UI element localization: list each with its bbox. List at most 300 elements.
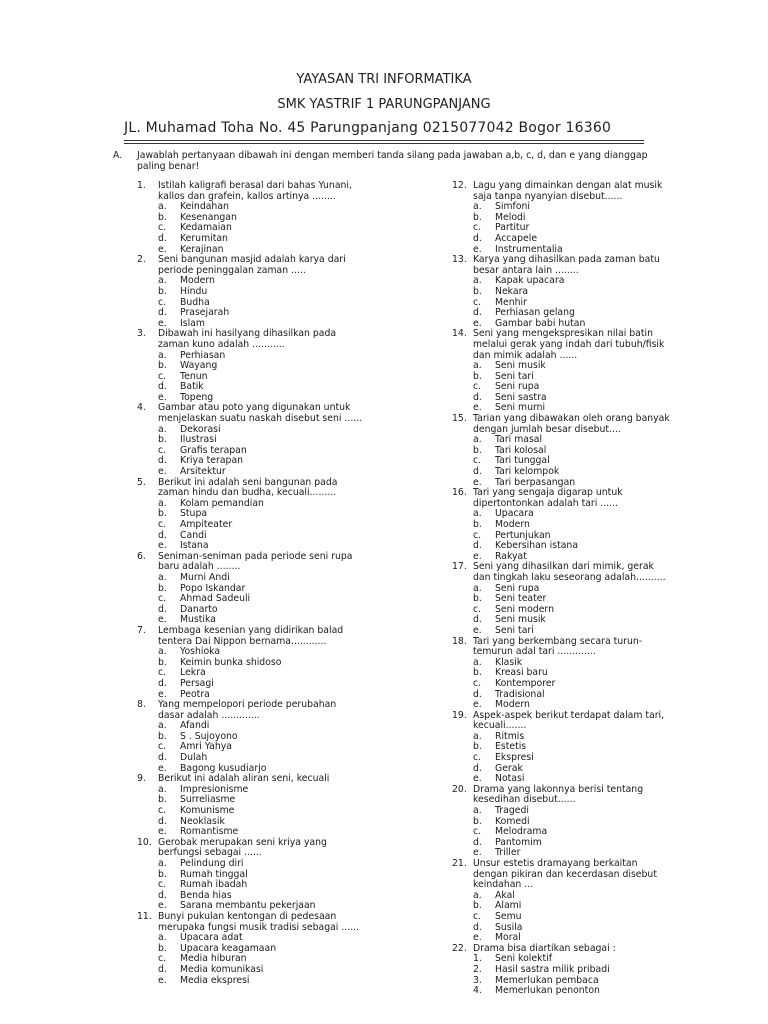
option-letter: a. [158, 932, 167, 944]
question-item [452, 859, 674, 944]
question-text: Karya yang dihasilkan pada zaman batu besar antara lain ........ [473, 254, 660, 276]
question-number: 4. [137, 402, 146, 414]
option-text: Perhiasan [180, 349, 226, 361]
question-number: 21. [452, 858, 467, 869]
option-letter: b. [158, 868, 167, 880]
school-address: JL. Muhamad Toha No. 45 Parungpanjang 0215077042 Bogor 16360 [124, 120, 612, 136]
option-letter: d. [473, 688, 482, 700]
answer-option[interactable] [452, 679, 674, 690]
question-item [137, 912, 365, 986]
option-text: Tari masal [495, 434, 543, 446]
question-item [137, 255, 365, 329]
option-text: Danarto [180, 603, 218, 615]
option-text: Memerlukan pembaca [495, 974, 599, 986]
option-text: Budha [180, 296, 210, 308]
option-text: Nekara [495, 285, 529, 297]
option-letter: d. [158, 752, 167, 764]
option-letter: e. [158, 466, 167, 478]
option-letter: c. [158, 222, 167, 234]
option-text: Modern [495, 699, 530, 711]
question-item [137, 700, 365, 774]
option-text: Seni rupa [495, 582, 540, 594]
answer-option[interactable] [452, 446, 674, 457]
option-text: Upacara adat [180, 932, 243, 944]
question-text: Aspek-aspek berikut terdapat dalam tari, kecuali....... [473, 709, 665, 732]
option-letter: e. [158, 317, 167, 329]
option-letter: 3. [473, 974, 482, 986]
option-letter: a. [473, 508, 482, 520]
question-text: Drama yang lakonnya berisi tentang kesedihan disebut...... [473, 783, 644, 806]
option-letter: e. [473, 317, 482, 329]
answer-option[interactable] [137, 520, 365, 531]
question-number: 8. [137, 699, 146, 711]
option-text: Gambar babi hutan [495, 317, 586, 329]
option-letter: c. [158, 370, 167, 382]
option-text: Gerak [495, 762, 523, 774]
question-item [452, 637, 674, 711]
option-letter: d. [473, 466, 482, 478]
question-number: 14. [452, 328, 467, 340]
question-text: Gambar atau poto yang digunakan untuk menjelaskan suatu naskah disebut seni ...... [158, 402, 363, 425]
option-text: Instrumentalia [495, 243, 563, 255]
option-text: Dulah [180, 752, 208, 764]
option-text: Yoshioka [180, 646, 221, 658]
answer-option[interactable] [137, 202, 365, 213]
option-text: Ilustrasi [180, 434, 217, 446]
option-letter: a. [473, 201, 482, 213]
answer-option[interactable] [452, 202, 674, 213]
answer-option[interactable] [452, 891, 674, 902]
option-text: Tari kolosal [495, 444, 547, 456]
option-text: Afandi [180, 720, 210, 732]
answer-option[interactable] [452, 838, 674, 849]
answer-option[interactable] [137, 509, 365, 520]
answer-option[interactable] [137, 456, 365, 467]
option-letter: b. [473, 444, 482, 456]
answer-option[interactable] [452, 393, 674, 404]
option-text: Media hiburan [180, 953, 247, 965]
answer-option[interactable] [137, 806, 365, 817]
answer-option[interactable] [137, 361, 365, 372]
option-text: Stupa [180, 508, 208, 520]
question-number: 5. [137, 476, 146, 488]
answer-option[interactable] [137, 785, 365, 796]
answer-option[interactable] [137, 721, 365, 732]
option-letter: c. [158, 444, 167, 456]
question-text: Berikut ini adalah seni bangunan pada zaman hindu dan budha, kecuali......... [158, 476, 338, 499]
answer-option[interactable] [137, 732, 365, 743]
option-text: Surreliasme [180, 794, 236, 806]
question-number: 9. [137, 773, 146, 785]
option-text: Candi [180, 529, 207, 541]
option-text: Seni rupa [495, 381, 540, 393]
option-letter: d. [473, 836, 482, 848]
answer-option[interactable] [137, 531, 365, 542]
answer-option[interactable] [137, 859, 365, 870]
header-divider [124, 140, 644, 141]
answer-option[interactable] [452, 361, 674, 372]
option-text: Seni kolektif [495, 953, 552, 965]
question-number: 13. [452, 254, 467, 266]
answer-option[interactable] [452, 827, 674, 838]
answer-option[interactable] [452, 382, 674, 393]
option-text: Islam [180, 317, 205, 329]
answer-option[interactable] [452, 923, 674, 934]
option-letter: d. [158, 232, 167, 244]
option-letter: a. [158, 571, 167, 583]
option-text: Notasi [495, 773, 525, 785]
answer-option[interactable] [452, 520, 674, 531]
option-text: Batik [180, 381, 204, 393]
question-item [452, 711, 674, 785]
option-text: Kolam pemandian [180, 497, 264, 509]
option-letter: b. [158, 434, 167, 446]
option-text: Kontemporer [495, 677, 556, 689]
answer-option[interactable] [137, 965, 365, 976]
option-text: Seni modern [495, 603, 554, 615]
option-letter: d. [473, 540, 482, 552]
question-number: 2. [137, 254, 146, 266]
option-letter: c. [473, 296, 482, 308]
option-text: Accapele [495, 232, 538, 244]
option-letter: b. [473, 900, 482, 912]
option-letter: a. [473, 656, 482, 668]
question-number: 19. [452, 709, 467, 721]
option-text: Mustika [180, 614, 216, 626]
question-item [137, 552, 365, 626]
option-letter: b. [473, 285, 482, 297]
option-text: Murni Andi [180, 571, 230, 583]
answer-option[interactable] [452, 668, 674, 679]
option-letter: c. [473, 677, 482, 689]
answer-option[interactable] [137, 679, 365, 690]
option-text: Klasik [495, 656, 523, 668]
option-letter: b. [473, 519, 482, 530]
option-text: Alami [495, 900, 522, 912]
option-letter: b. [158, 656, 167, 668]
option-text: Seni musik [495, 360, 546, 372]
option-letter: c. [473, 529, 482, 541]
option-letter: b. [158, 285, 167, 297]
option-letter: a. [158, 349, 167, 361]
option-letter: d. [473, 391, 482, 403]
answer-option[interactable] [137, 880, 365, 891]
question-item [137, 626, 365, 700]
option-letter: a. [473, 582, 482, 594]
answer-option[interactable] [452, 732, 674, 743]
option-text: Media ekspresi [180, 974, 250, 986]
option-letter: d. [158, 963, 167, 975]
option-letter: a. [158, 646, 167, 658]
answer-option[interactable] [137, 276, 365, 287]
option-text: Rakyat [495, 550, 527, 562]
option-letter: e. [158, 540, 167, 552]
option-text: Keindahan [180, 201, 229, 213]
question-text: Seni yang dihasilkan dari mimik, gerak dan tingkah laku seseorang adalah.......... [473, 561, 666, 583]
option-text: Estetis [495, 741, 527, 753]
option-letter: b. [473, 667, 482, 679]
option-text: Tari tunggal [495, 455, 550, 467]
option-text: Popo Iskandar [180, 582, 246, 594]
answer-option[interactable] [137, 287, 365, 298]
answer-option[interactable] [137, 658, 365, 669]
option-letter: d. [158, 529, 167, 541]
option-text: Lekra [180, 667, 206, 679]
foundation-name: YAYASAN TRI INFORMATIKA [296, 72, 472, 87]
question-number: 11. [137, 910, 152, 922]
option-letter: b. [158, 794, 167, 806]
option-letter: d. [473, 614, 482, 626]
question-item [137, 774, 365, 838]
right-question-column [452, 181, 674, 997]
option-text: Triller [495, 847, 521, 859]
answer-option[interactable] [452, 626, 674, 637]
option-letter: e. [473, 932, 482, 944]
option-letter: b. [158, 360, 167, 372]
question-item [452, 255, 674, 329]
school-name: SMK YASTRIF 1 PARUNGPANJANG [277, 97, 491, 112]
question-text: Tari yang sengaja digarap untuk dipertontonkan adalah tari ...... [473, 487, 623, 509]
option-text: Istana [180, 540, 209, 552]
option-text: Tenun [180, 370, 208, 382]
option-text: Neoklasik [180, 815, 225, 827]
answer-option[interactable] [137, 976, 365, 987]
option-letter: b. [473, 815, 482, 827]
option-text: Akal [495, 889, 515, 901]
question-item [452, 944, 674, 997]
option-letter: a. [158, 858, 167, 869]
answer-option[interactable] [452, 372, 674, 383]
question-item [452, 414, 674, 488]
question-item [137, 329, 365, 403]
question-item [452, 329, 674, 414]
option-letter: e. [158, 826, 167, 838]
question-text: Lembaga kesenian yang didirikan balad tentera Dai Nippon bernama............ [158, 624, 344, 647]
answer-option[interactable] [137, 298, 365, 309]
question-text: Gerobak merupakan seni kriya yang berfungsi sebagai ...... [158, 836, 327, 859]
option-text: Modern [180, 275, 215, 287]
option-text: Susila [495, 921, 523, 933]
option-text: Partitur [495, 222, 530, 234]
option-letter: a. [473, 360, 482, 372]
option-letter: d. [158, 677, 167, 689]
option-letter: c. [158, 593, 167, 605]
option-text: Rumah ibadah [180, 879, 248, 891]
option-letter: d. [473, 921, 482, 933]
option-letter: c. [158, 953, 167, 965]
answer-option[interactable] [137, 605, 365, 616]
option-text: Pantomim [495, 836, 542, 848]
option-letter: d. [158, 889, 167, 901]
answer-option[interactable] [137, 742, 365, 753]
answer-option[interactable] [137, 594, 365, 605]
option-letter: e. [158, 391, 167, 403]
answer-option[interactable] [137, 382, 365, 393]
option-text: Kreasi baru [495, 667, 548, 679]
option-text: Media komunikasi [180, 963, 264, 975]
option-letter: a. [158, 497, 167, 509]
question-text: Istilah kaligrafi berasal dari bahas Yunani, kallos dan grafein, kallos artinya ........ [158, 180, 352, 202]
option-text: Melodi [495, 211, 526, 223]
answer-option[interactable] [452, 764, 674, 775]
option-letter: c. [158, 805, 167, 817]
answer-option[interactable] [452, 541, 674, 552]
option-letter: a. [473, 434, 482, 446]
answer-option[interactable] [452, 223, 674, 234]
option-text: Upacara [495, 508, 534, 520]
option-text: Ampiteater [180, 519, 233, 530]
option-letter: 1. [473, 953, 482, 965]
option-letter: e. [158, 762, 167, 774]
option-letter: a. [473, 889, 482, 901]
option-text: Hindu [180, 285, 208, 297]
option-letter: b. [158, 942, 167, 954]
option-text: Komedi [495, 815, 530, 827]
question-number: 22. [452, 942, 467, 954]
question-text: Unsur estetis dramayang berkaitan dengan pikiran dan kecerdasan disebut keindahan ... [473, 858, 657, 891]
option-text: Impresionisme [180, 783, 249, 795]
answer-option[interactable] [452, 986, 674, 997]
answer-option[interactable] [452, 435, 674, 446]
answer-option[interactable] [452, 287, 674, 298]
option-letter: d. [473, 307, 482, 319]
option-text: Pelindung diri [180, 858, 244, 869]
option-text: Tradisional [495, 688, 545, 700]
answer-option[interactable] [137, 573, 365, 584]
answer-option[interactable] [137, 795, 365, 806]
option-letter: c. [158, 296, 167, 308]
answer-option[interactable] [452, 594, 674, 605]
answer-option[interactable] [137, 446, 365, 457]
option-letter: e. [473, 699, 482, 711]
option-text: Komunisme [180, 805, 235, 817]
option-text: Pertunjukan [495, 529, 551, 541]
answer-option[interactable] [137, 213, 365, 224]
answer-option[interactable] [452, 456, 674, 467]
option-text: Kebersihan istana [495, 540, 579, 552]
question-text: Lagu yang dimainkan dengan alat musik saja tanpa nyanyian disebut...... [473, 180, 663, 202]
option-letter: c. [158, 879, 167, 891]
answer-option[interactable] [452, 584, 674, 595]
option-text: S . Sujoyono [180, 730, 238, 742]
answer-option[interactable] [137, 308, 365, 319]
question-number: 18. [452, 635, 467, 647]
option-text: Amri Yahya [180, 741, 232, 753]
option-letter: b. [158, 730, 167, 742]
answer-option[interactable] [452, 965, 674, 976]
answer-option[interactable] [137, 435, 365, 446]
option-text: Grafis terapan [180, 444, 247, 456]
section-letter: A. [113, 150, 123, 161]
answer-option[interactable] [137, 944, 365, 955]
option-text: Peotra [180, 688, 210, 700]
option-text: Moral [495, 932, 521, 944]
answer-option[interactable] [452, 658, 674, 669]
option-text: Seni musik [495, 614, 546, 626]
answer-option[interactable] [452, 605, 674, 616]
answer-option[interactable] [452, 213, 674, 224]
answer-option[interactable] [452, 615, 674, 626]
question-item [452, 785, 674, 859]
option-letter: e. [158, 243, 167, 255]
option-text: Kapak upacara [495, 275, 565, 287]
answer-option[interactable] [452, 509, 674, 520]
answer-option[interactable] [452, 806, 674, 817]
left-question-column [137, 181, 365, 986]
option-text: Prasejarah [180, 307, 230, 319]
option-text: Kerajinan [180, 243, 224, 255]
answer-option[interactable] [137, 870, 365, 881]
answer-option[interactable] [452, 912, 674, 923]
option-letter: c. [158, 667, 167, 679]
answer-option[interactable] [137, 499, 365, 510]
option-letter: c. [473, 603, 482, 615]
answer-option[interactable] [452, 690, 674, 701]
question-text: Drama bisa diartikan sebagai : [473, 942, 616, 954]
question-text: Tari yang berkembang secara turun-temurun adal tari ............. [473, 635, 643, 658]
answer-option[interactable] [452, 276, 674, 287]
answer-option[interactable] [137, 351, 365, 362]
answer-option[interactable] [137, 234, 365, 245]
question-number: 3. [137, 328, 146, 340]
answer-option[interactable] [137, 223, 365, 234]
question-text: Yang mempelopori periode perubahan dasar adalah ............. [158, 699, 337, 721]
question-item [137, 838, 365, 912]
question-item [137, 181, 365, 255]
question-number: 12. [452, 180, 467, 191]
option-text: Bagong kusudiarjo [180, 762, 267, 774]
question-number: 16. [452, 487, 467, 499]
header-divider [124, 143, 644, 144]
option-letter: a. [158, 201, 167, 213]
answer-option[interactable] [137, 668, 365, 679]
option-text: Menhir [495, 296, 527, 308]
option-letter: c. [473, 752, 482, 764]
option-text: Kerumitan [180, 232, 228, 244]
option-letter: e. [473, 243, 482, 255]
answer-option[interactable] [452, 817, 674, 828]
option-letter: e. [158, 974, 167, 986]
option-text: Sarana membantu pekerjaan [180, 900, 316, 912]
option-text: Modern [495, 519, 530, 530]
option-letter: a. [158, 783, 167, 795]
answer-option[interactable] [137, 372, 365, 383]
question-number: 17. [452, 561, 467, 573]
answer-option[interactable] [452, 742, 674, 753]
answer-option[interactable] [452, 753, 674, 764]
answer-option[interactable] [452, 234, 674, 245]
option-text: Ahmad Sadeuli [180, 593, 251, 605]
option-text: Seni murni [495, 402, 546, 414]
option-text: Romantisme [180, 826, 239, 838]
option-letter: d. [158, 455, 167, 467]
option-text: Tari kelompok [495, 466, 560, 478]
option-letter: c. [473, 910, 482, 922]
option-letter: a. [158, 423, 167, 435]
answer-option[interactable] [137, 584, 365, 595]
question-text: Seni bangunan masjid adalah karya dari periode peninggalan zaman ..... [158, 254, 346, 276]
answer-option[interactable] [137, 817, 365, 828]
option-text: Kesenangan [180, 211, 237, 223]
answer-option[interactable] [452, 901, 674, 912]
question-text: Bunyi pukulan kentongan di pedesaan merupaka fungsi musik tradisi sebagai ...... [158, 910, 360, 933]
option-text: Hasil sastra milik pribadi [495, 963, 610, 975]
answer-option[interactable] [137, 425, 365, 436]
option-letter: a. [158, 720, 167, 732]
option-letter: b. [158, 211, 167, 223]
option-letter: e. [473, 476, 482, 488]
option-letter: d. [158, 307, 167, 319]
